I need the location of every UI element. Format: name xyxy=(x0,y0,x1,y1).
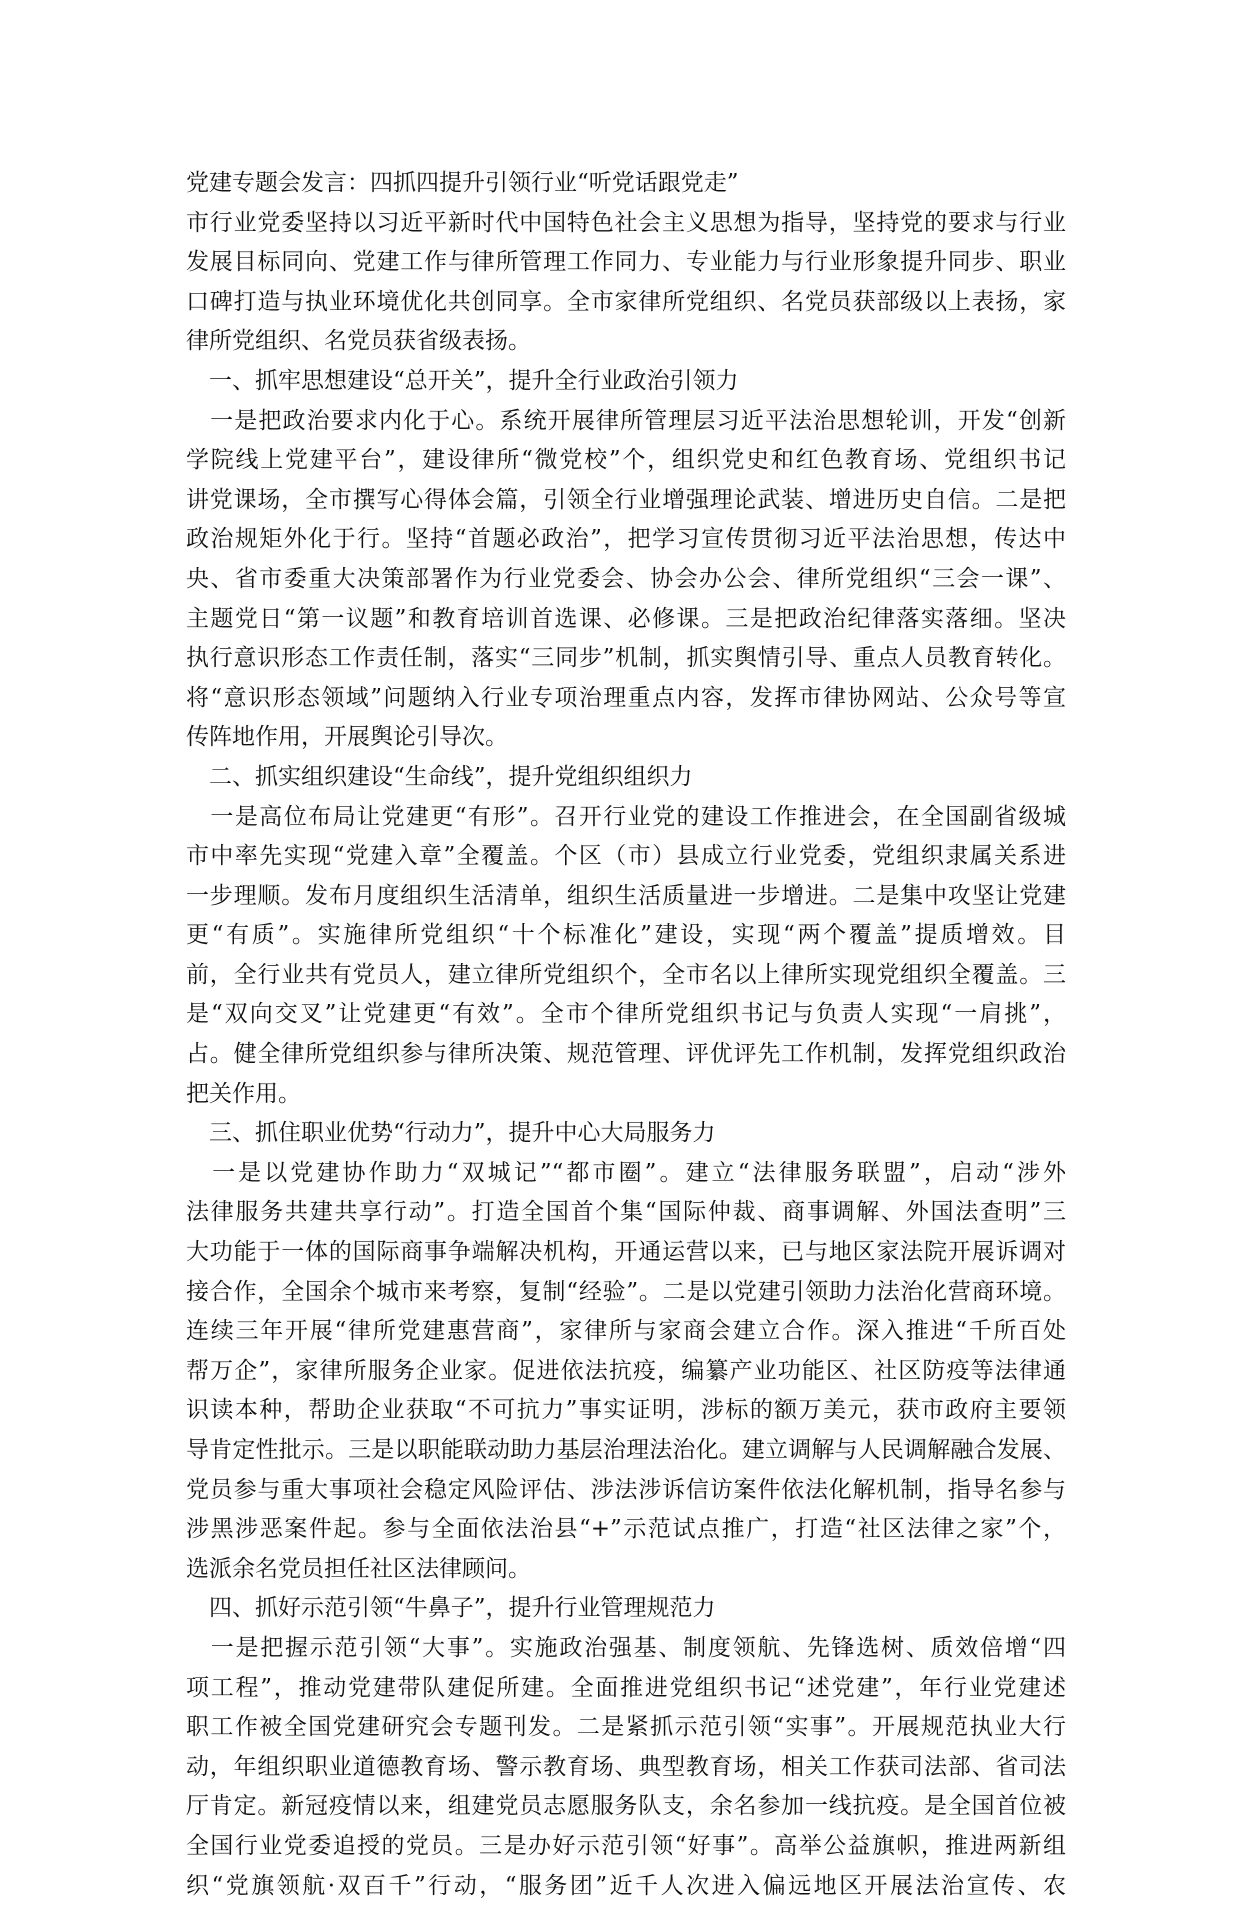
text-line: 一是把握示范引领“大事”。实施政治强基、制度领航、先锋选树、质效倍增“四 xyxy=(186,1634,1066,1661)
text-line: 传阵地作用，开展舆论引导次。 xyxy=(186,724,508,751)
document-title: 党建专题会发言：四抓四提升引领行业“听党话跟党走” xyxy=(186,170,739,196)
text-line: 律所党组织、名党员获省级表扬。 xyxy=(186,328,531,355)
text-line: 一是高位布局让党建更“有形”。召开行业党的建设工作推进会，在全国副省级城 xyxy=(186,803,1066,830)
text-line: 更“有质”。实施律所党组织“十个标准化”建设，实现“两个覆盖”提质增效。目 xyxy=(186,922,1066,949)
text-line: 二、抓实组织建设“生命线”，提升党组织组织力 xyxy=(186,763,693,790)
text-line: 一、抓牢思想建设“总开关”，提升全行业政治引领力 xyxy=(186,367,739,394)
text-line: 政治规矩外化于行。坚持“首题必政治”，把学习宣传贯彻习近平法治思想，传达中 xyxy=(186,526,1066,553)
text-line: 识读本种，帮助企业获取“不可抗力”事实证明，涉标的额万美元，获市政府主要领 xyxy=(186,1397,1066,1424)
text-line: 连续三年开展“律所党建惠营商”，家律所与家商会建立合作。深入推进“千所百处 xyxy=(186,1318,1066,1345)
text-line: 三、抓住职业优势“行动力”，提升中心大局服务力 xyxy=(186,1120,716,1147)
text-line: 党员参与重大事项社会稳定风险评估、涉法涉诉信访案件依法化解机制，指导名参与 xyxy=(186,1476,1066,1503)
text-line: 织“党旗领航·双百千”行动，“服务团”近千人次进入偏远地区开展法治宣传、农 xyxy=(186,1872,1066,1899)
text-line: 一是把政治要求内化于心。系统开展律所管理层习近平法治思想轮训，开发“创新 xyxy=(186,407,1066,434)
text-line: 全国行业党委追授的党员。三是办好示范引领“好事”。高举公益旗帜，推进两新组 xyxy=(186,1832,1066,1859)
document-body xyxy=(186,204,1066,1906)
text-line: 市行业党委坚持以习近平新时代中国特色社会主义思想为指导，坚持党的要求与行业 xyxy=(186,209,1066,236)
text-line: 导肯定性批示。三是以职能联动助力基层治理法治化。建立调解与人民调解融合发展、 xyxy=(186,1437,1066,1463)
text-line: 厅肯定。新冠疫情以来，组建党员志愿服务队支，余名参加一线抗疫。是全国首位被 xyxy=(186,1793,1066,1820)
text-line: 涉黑涉恶案件起。参与全面依法治县“+”示范试点推广，打造“社区法律之家”个， xyxy=(186,1516,1066,1543)
text-line: 讲党课场，全市撰写心得体会篇，引领全行业增强理论武装、增进历史自信。二是把 xyxy=(186,486,1066,513)
text-line: 学院线上党建平台”，建设律所“微党校”个，组织党史和红色教育场、党组织书记 xyxy=(186,447,1066,474)
text-line: 主题党日“第一议题”和教育培训首选课、必修课。三是把政治纪律落实落细。坚决 xyxy=(186,605,1066,632)
text-line: 将“意识形态领域”问题纳入行业专项治理重点内容，发挥市律协网站、公众号等宣 xyxy=(186,684,1066,711)
text-line: 口碑打造与执业环境优化共创同享。全市家律所党组织、名党员获部级以上表扬，家 xyxy=(186,288,1066,315)
text-line: 占。健全律所党组织参与律所决策、规范管理、评优评先工作机制，发挥党组织政治 xyxy=(186,1041,1066,1068)
text-line: 把关作用。 xyxy=(186,1080,301,1107)
text-line: 项工程”，推动党建带队建促所建。全面推进党组织书记“述党建”，年行业党建述 xyxy=(186,1674,1066,1701)
text-line: 前，全行业共有党员人，建立律所党组织个，全市名以上律所实现党组织全覆盖。三 xyxy=(186,961,1066,988)
text-line: 一步理顺。发布月度组织生活清单，组织生活质量进一步增进。二是集中攻坚让党建 xyxy=(186,882,1066,909)
text-line: 接合作，全国余个城市来考察，复制“经验”。二是以党建引领助力法治化营商环境。 xyxy=(186,1278,1066,1305)
text-line: 动，年组织职业道德教育场、警示教育场、典型教育场，相关工作获司法部、省司法 xyxy=(186,1753,1066,1780)
text-line: 执行意识形态工作责任制，落实“三同步”机制，抓实舆情引导、重点人员教育转化。 xyxy=(186,645,1066,672)
text-line: 是“双向交叉”让党建更“有效”。全市个律所党组织书记与负责人实现“一肩挑”， xyxy=(186,1001,1066,1028)
text-line: 市中率先实现“党建入章”全覆盖。个区（市）县成立行业党委，党组织隶属关系进 xyxy=(186,843,1066,870)
text-line: 央、省市委重大决策部署作为行业党委会、协会办公会、律所党组织“三会一课”、 xyxy=(186,565,1066,592)
text-line: 四、抓好示范引领“牛鼻子”，提升行业管理规范力 xyxy=(186,1595,716,1622)
text-line: 发展目标同向、党建工作与律所管理工作同力、专业能力与行业形象提升同步、职业 xyxy=(186,249,1066,276)
text-line: 职工作被全国党建研究会专题刊发。二是紧抓示范引领“实事”。开展规范执业大行 xyxy=(186,1714,1066,1741)
text-line: 帮万企”，家律所服务企业家。促进依法抗疫，编纂产业功能区、社区防疫等法律通 xyxy=(186,1357,1066,1384)
text-line: 大功能于一体的国际商事争端解决机构，开通运营以来，已与地区家法院开展诉调对 xyxy=(186,1239,1066,1266)
document-page xyxy=(186,164,1066,1906)
text-line: 选派余名党员担任社区法律顾问。 xyxy=(186,1555,531,1582)
text-line: 一是以党建协作助力“双城记”“都市圈”。建立“法律服务联盟”，启动“涉外 xyxy=(186,1159,1066,1186)
text-line: 法律服务共建共享行动”。打造全国首个集“国际仲裁、商事调解、外国法查明”三 xyxy=(186,1199,1066,1226)
